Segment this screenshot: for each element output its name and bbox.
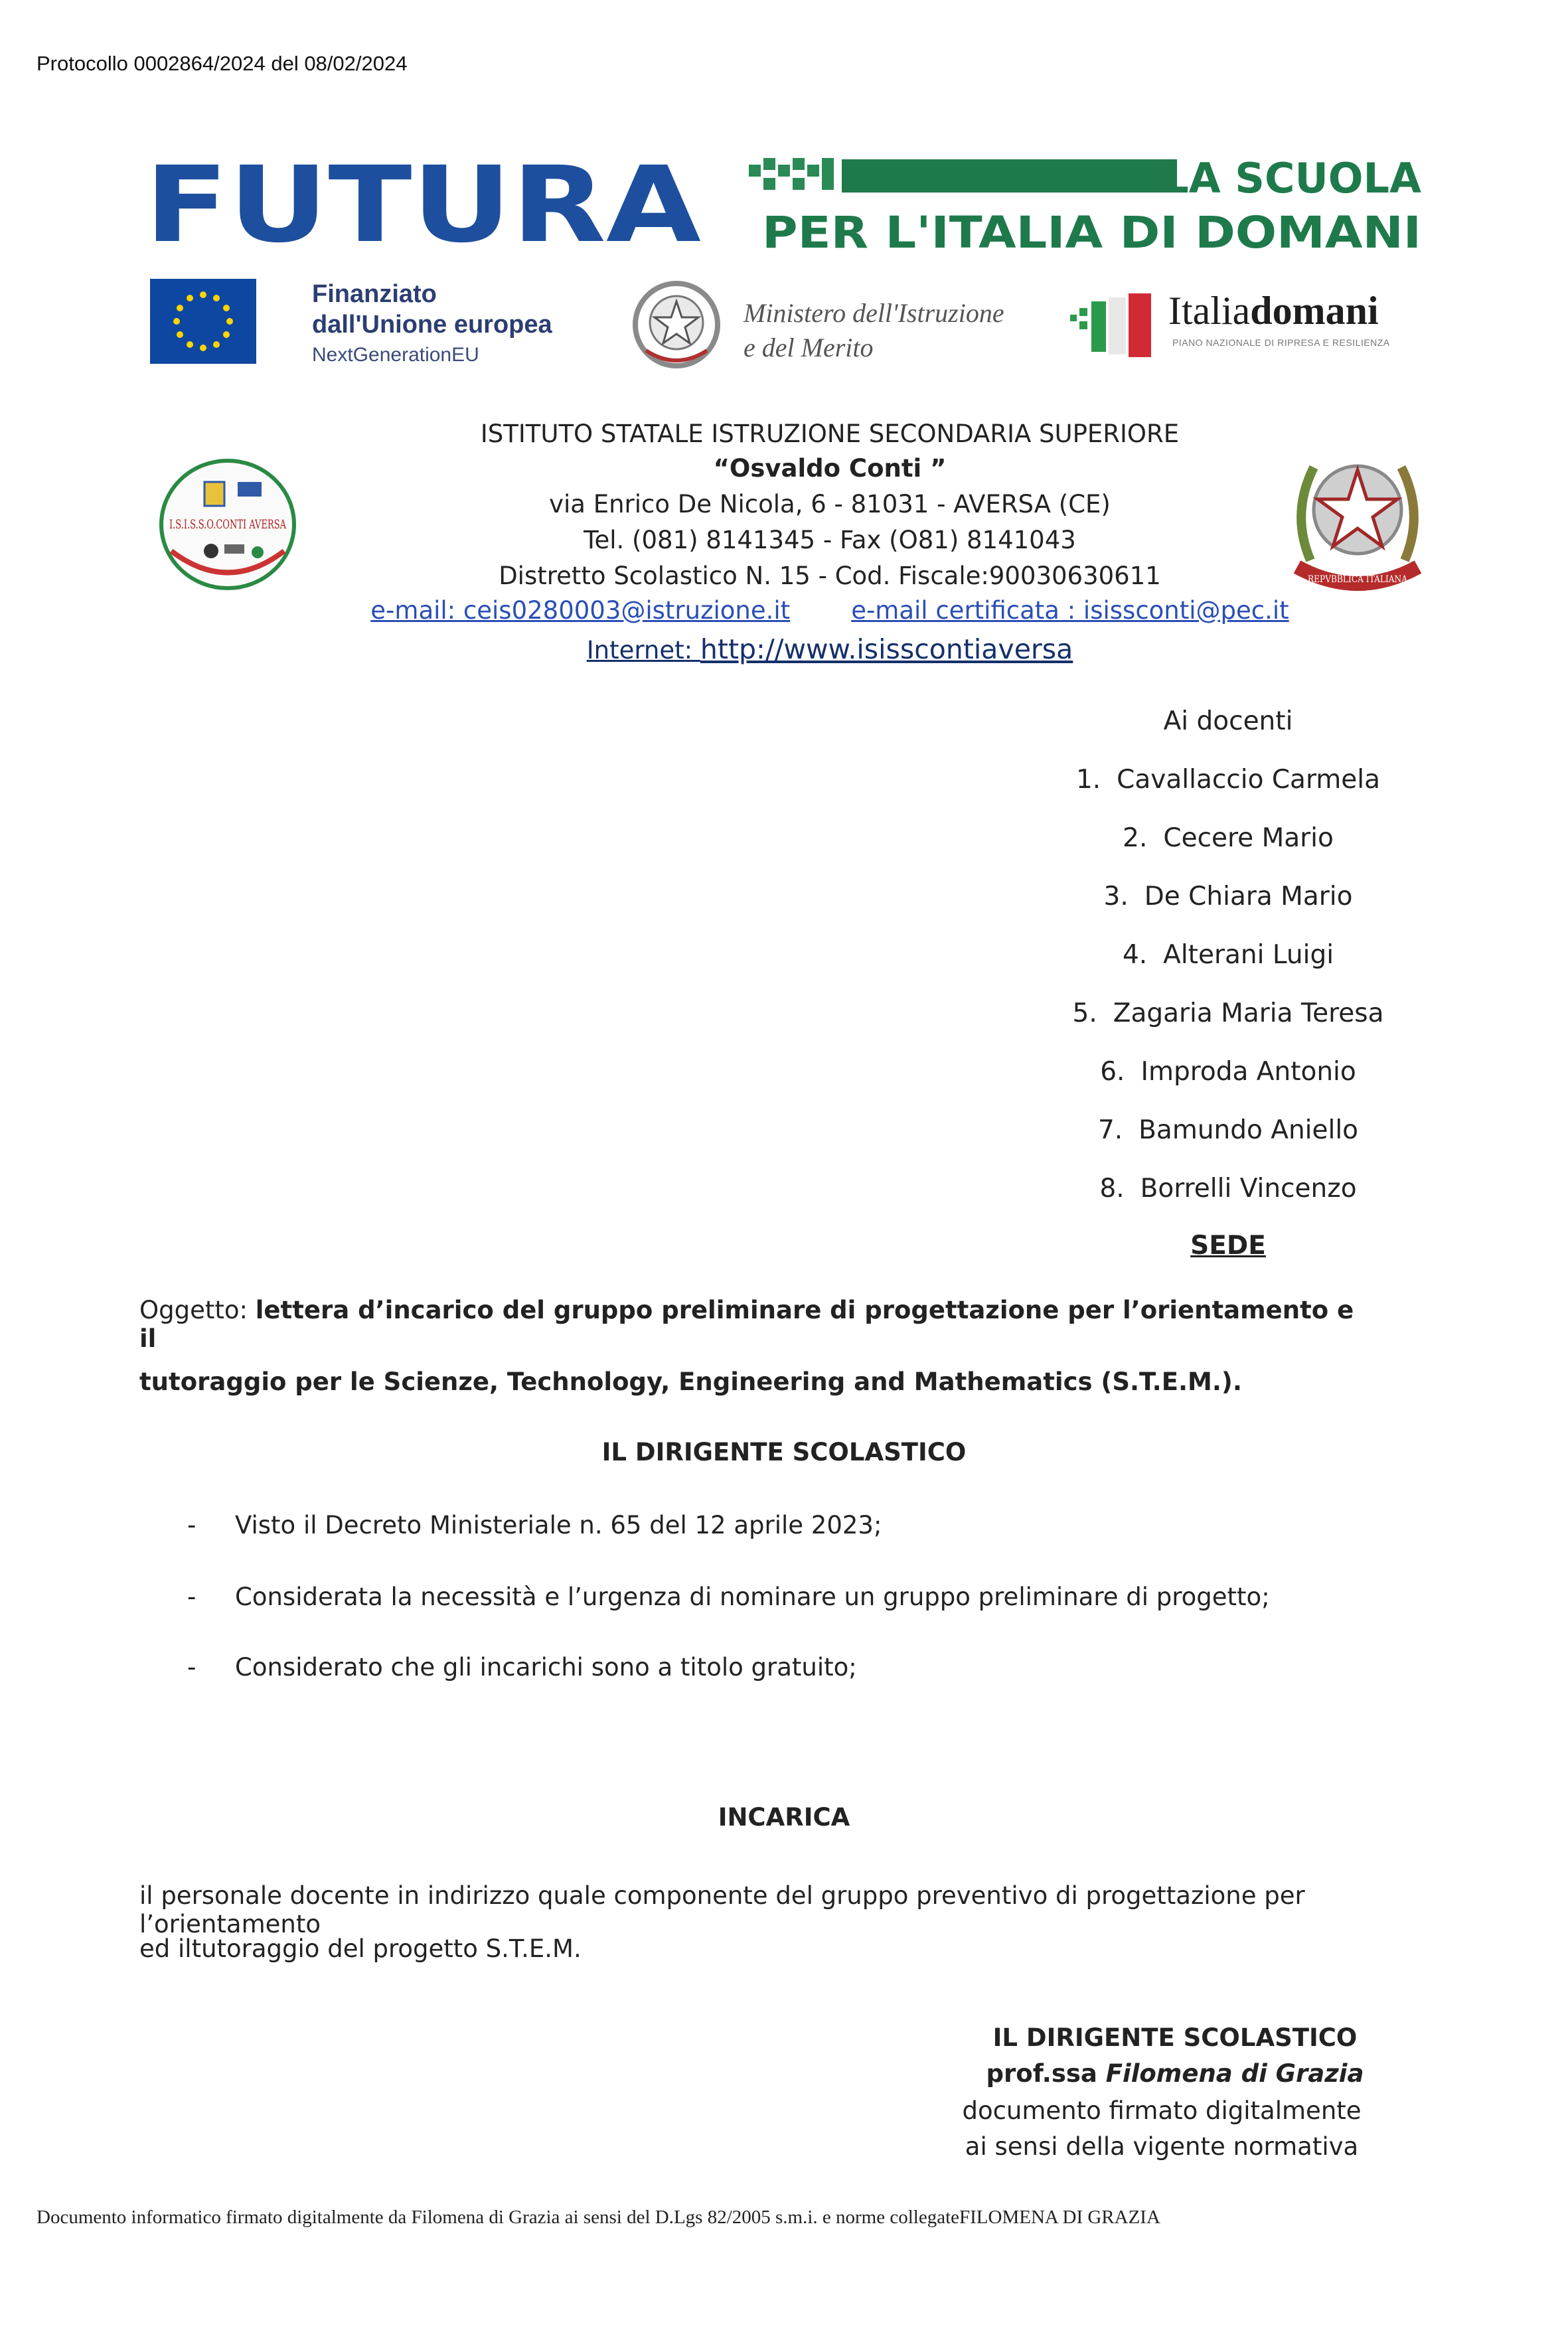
subject-text-1: lettera d’incarico del gruppo preliminare di progettazione per l’orientamento e il bbox=[139, 1296, 1354, 1353]
eu-funding-text bbox=[312, 279, 552, 340]
email-link[interactable]: e-mail: ceis0280003@istruzione.it bbox=[370, 596, 791, 625]
signature-line4: ai sensi della vigente normativa bbox=[965, 2132, 1359, 2161]
body-line2: ed iltutoraggio del progetto S.T.E.M. bbox=[139, 1934, 582, 1963]
ministry-line2: e del Merito bbox=[744, 333, 874, 362]
signature-line3: documento firmato digitalmente bbox=[962, 2096, 1362, 2125]
recipient-item bbox=[996, 823, 1460, 853]
eu-flag-icon bbox=[150, 279, 256, 364]
recipient-name: Bamundo Aniello bbox=[1138, 1115, 1359, 1145]
subject-label: Oggetto: bbox=[139, 1296, 248, 1324]
school-address: via Enrico De Nicola, 6 - 81031 - AVERSA (CE) bbox=[549, 490, 1111, 518]
website-link[interactable]: http://www.isisscontiaversa bbox=[700, 633, 1073, 665]
sede-label: SEDE bbox=[1190, 1231, 1266, 1261]
eu-sub-text: NextGenerationEU bbox=[312, 344, 479, 366]
consideration-item: Considerato che gli incarichi sono a titolo gratuito; bbox=[235, 1653, 857, 1682]
recipient-number: 2. bbox=[1123, 823, 1148, 853]
italia-word: Italia bbox=[1168, 289, 1251, 333]
recipient-name: Alterani Luigi bbox=[1163, 940, 1334, 970]
recipient-name: Cavallaccio Carmela bbox=[1117, 765, 1381, 795]
green-bar bbox=[842, 159, 1177, 193]
recipient-item bbox=[996, 1057, 1460, 1087]
recipient-number: 7. bbox=[1097, 1115, 1123, 1145]
consideration-bullet: - bbox=[187, 1653, 196, 1682]
ministry-line1: Ministero dell'Istruzione bbox=[744, 298, 1004, 328]
emblem-ribbon-text: REPVBBLICA ITALIANA bbox=[1308, 574, 1408, 585]
consideration-bullet: - bbox=[187, 1511, 196, 1539]
recipient-item bbox=[996, 998, 1460, 1028]
pec-email-link[interactable]: e-mail certificata : isissconti@pec.it bbox=[851, 596, 1289, 625]
recipient-item bbox=[996, 1115, 1460, 1145]
recipient-item bbox=[996, 1174, 1460, 1204]
recipient-name: Improda Antonio bbox=[1140, 1057, 1356, 1087]
ministry-emblem-icon bbox=[629, 277, 724, 372]
recipient-name: De Chiara Mario bbox=[1144, 882, 1353, 911]
recipient-number: 6. bbox=[1100, 1057, 1125, 1087]
signature-prefix: prof.ssa bbox=[986, 2059, 1106, 2088]
recipient-item bbox=[996, 882, 1460, 911]
per-italia-text: PER L'ITALIA DI DOMANI bbox=[762, 207, 1421, 258]
eu-line2: dall'Unione europea bbox=[312, 311, 552, 339]
recipient-number: 5. bbox=[1072, 998, 1097, 1028]
domani-word: domani bbox=[1250, 289, 1379, 333]
dirigente-heading: IL DIRIGENTE SCOLASTICO bbox=[601, 1438, 967, 1466]
signature-person: Filomena di Grazia bbox=[1105, 2059, 1364, 2088]
signature-title: IL DIRIGENTE SCOLASTICO bbox=[992, 2023, 1358, 2052]
recipient-number: 3. bbox=[1103, 882, 1129, 911]
eu-line1: Finanziato bbox=[312, 280, 437, 308]
subject-line1 bbox=[139, 1296, 1374, 1353]
recipient-number: 4. bbox=[1122, 940, 1148, 970]
futura-text: FUTURA bbox=[145, 144, 701, 266]
italia-domani-flag-icon bbox=[1070, 292, 1156, 357]
recipient-number: 8. bbox=[1099, 1174, 1125, 1204]
subject-line2: tutoraggio per le Scienze, Technology, Engineering and Mathematics (S.T.E.M.). bbox=[139, 1368, 1242, 1396]
la-scuola-logo bbox=[749, 154, 1423, 258]
school-logo-text: I.S.I.S.S.O.CONTI AVERSA bbox=[169, 517, 287, 532]
recipient-name: Cecere Mario bbox=[1163, 823, 1334, 853]
recipient-item bbox=[996, 940, 1460, 970]
italia-domani-subtitle: PIANO NAZIONALE DI RIPRESA E RESILIENZA bbox=[1172, 337, 1390, 348]
recipient-name: Zagaria Maria Teresa bbox=[1113, 998, 1384, 1028]
consideration-bullet: - bbox=[187, 1583, 196, 1611]
futura-logo bbox=[145, 144, 702, 266]
recipient-name: Borrelli Vincenzo bbox=[1140, 1174, 1357, 1204]
email-line bbox=[199, 596, 1460, 625]
school-district: Distretto Scolastico N. 15 - Cod. Fiscale:90030630611 bbox=[499, 562, 1161, 590]
incarica-heading: INCARICA bbox=[718, 1803, 850, 1832]
ministry-text bbox=[744, 296, 1004, 365]
recipient-number: 1. bbox=[1075, 765, 1101, 795]
la-scuola-text: LA SCUOLA bbox=[1162, 154, 1421, 202]
consideration-item: Visto il Decreto Ministeriale n. 65 del 12 aprile 2023; bbox=[235, 1511, 882, 1539]
recipients-heading: Ai docenti bbox=[1163, 706, 1293, 736]
italia-domani-text bbox=[1168, 288, 1379, 334]
protocol-number: Protocollo 0002864/2024 del 08/02/2024 bbox=[37, 52, 408, 75]
signature-name bbox=[982, 2059, 1368, 2088]
consideration-item: Considerata la necessità e l’urgenza di nominare un gruppo preliminare di progetto; bbox=[235, 1583, 1270, 1611]
school-name: “Osvaldo Conti ” bbox=[713, 454, 947, 483]
internet-line bbox=[199, 633, 1460, 665]
digital-signature-footer: Documento informatico firmato digitalmente da Filomena di Grazia ai sensi del D.Lgs 82/2005 s.m.i. e norme collegateFILOMENA DI GRAZIA bbox=[37, 2207, 1160, 2228]
recipient-item bbox=[996, 765, 1460, 795]
body-line1: il personale docente in indirizzo quale componente del gruppo preventivo di progettazione per l’orientamento bbox=[139, 1881, 1305, 1938]
internet-label: Internet: bbox=[586, 636, 700, 665]
pixel-pattern-icon bbox=[749, 158, 834, 190]
institution-name: ISTITUTO STATALE ISTRUZIONE SECONDARIA SUPERIORE bbox=[480, 420, 1180, 448]
school-phone-fax: Tel. (081) 8141345 - Fax (O81) 8141043 bbox=[584, 526, 1076, 554]
